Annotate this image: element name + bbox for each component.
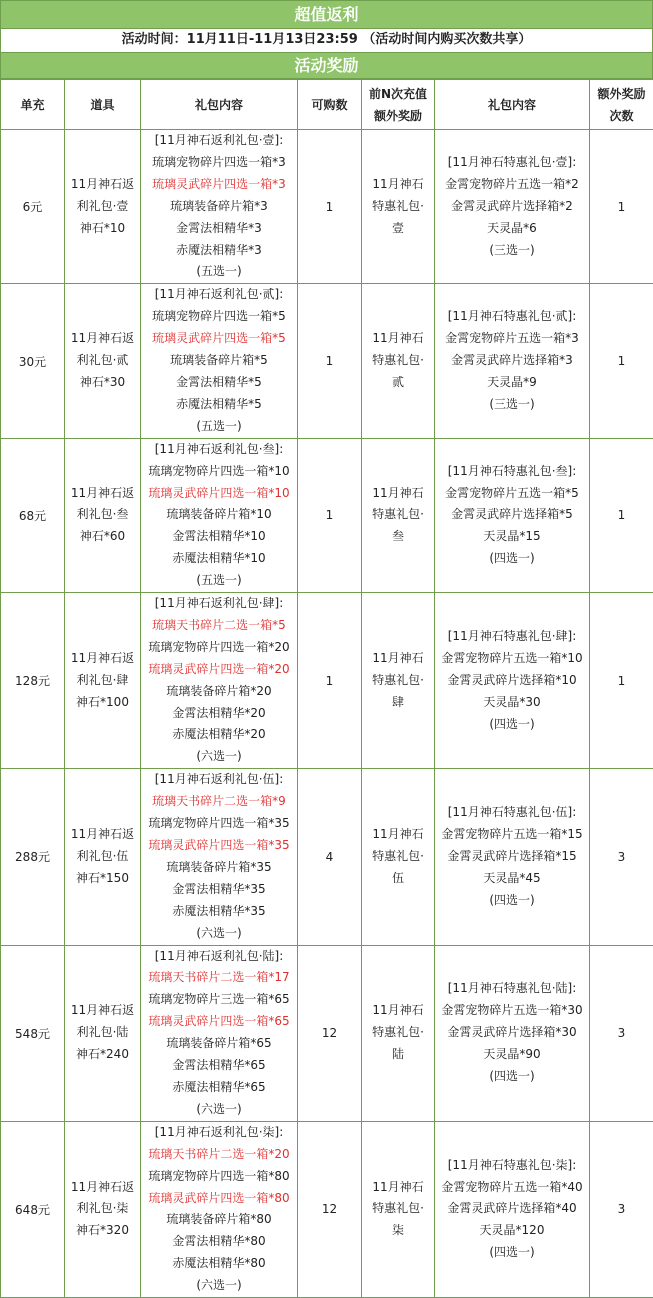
table-header-row [1, 80, 653, 130]
item-line: 神石*240 [76, 1044, 129, 1066]
contents-cell [141, 769, 298, 945]
bonus-line: 11月神石 [372, 648, 423, 670]
contents-line: 金霄法相精华*20 [172, 703, 265, 725]
contents2-line: 金霄灵武碎片选择箱*40 [447, 1198, 576, 1220]
header-buyable: 可购数 [298, 80, 362, 130]
buyable-cell [298, 769, 362, 945]
bonus-line: 11月神石 [372, 328, 423, 350]
bonus-cell [362, 438, 435, 592]
bonus-cell [362, 284, 435, 438]
buyable-cell [298, 593, 362, 769]
contents2-line: (四选一) [489, 1066, 534, 1088]
contents-lines [141, 284, 297, 437]
contents2-line: (三选一) [489, 240, 534, 262]
header-charge: 单充 [1, 80, 65, 130]
item-line: 神石*320 [76, 1220, 129, 1242]
contents2-cell-lines [435, 978, 589, 1088]
item-cell [65, 945, 141, 1121]
extra-count: 1 [618, 508, 626, 522]
contents-line: [11月神石返利礼包·壹]: [155, 130, 284, 152]
extra-count: 1 [618, 200, 626, 214]
item-line: 神石*60 [80, 526, 125, 548]
header-bonus [362, 80, 435, 130]
extra-count: 3 [618, 850, 626, 864]
item-line: 11月神石返 [71, 648, 134, 670]
contents-line: [11月神石返利礼包·贰]: [155, 284, 284, 306]
bonus-cell-lines [362, 648, 434, 714]
contents-line: 琉璃宠物碎片三选一箱*65 [148, 989, 289, 1011]
extra-cell [590, 438, 653, 592]
contents-line: 琉璃装备碎片箱*80 [166, 1209, 271, 1231]
contents-line: (五选一) [196, 416, 241, 438]
extra-cell [590, 945, 653, 1121]
bonus-line: 柒 [392, 1220, 404, 1242]
header-contents2: 礼包内容 [435, 80, 590, 130]
contents2-cell [435, 945, 590, 1121]
header-extra-line1: 额外奖励 [590, 83, 653, 105]
bonus-cell-lines [362, 824, 434, 890]
item-line: 神石*30 [80, 372, 125, 394]
contents2-line: 金霄宠物碎片五选一箱*30 [441, 1000, 582, 1022]
item-cell-lines [65, 1000, 140, 1066]
header-extra-line2: 次数 [590, 105, 653, 127]
table-row [1, 284, 653, 438]
contents-lines [141, 769, 297, 944]
contents2-line: [11月神石特惠礼包·壹]: [448, 152, 577, 174]
item-cell [65, 593, 141, 769]
contents-line: 琉璃装备碎片箱*10 [166, 504, 271, 526]
contents2-line: 天灵晶*15 [483, 526, 540, 548]
contents-line: 赤魇法相精华*65 [172, 1077, 265, 1099]
contents2-line: 天灵晶*45 [483, 868, 540, 890]
contents2-line: [11月神石特惠礼包·贰]: [448, 306, 577, 328]
charge-cell [1, 945, 65, 1121]
contents-cell [141, 1121, 298, 1297]
contents-line: 琉璃装备碎片箱*20 [166, 681, 271, 703]
contents2-line: 天灵晶*120 [480, 1220, 545, 1242]
contents-line: 琉璃装备碎片箱*3 [170, 196, 268, 218]
charge-amount: 6元 [23, 200, 43, 214]
contents-line: 琉璃宠物碎片四选一箱*5 [152, 306, 286, 328]
item-line: 11月神石返 [71, 483, 134, 505]
contents2-line: 金霄宠物碎片五选一箱*2 [445, 174, 579, 196]
contents2-cell-lines [435, 306, 589, 416]
contents-line: 赤魇法相精华*80 [172, 1253, 265, 1275]
item-cell-lines [65, 483, 140, 549]
buyable-count: 1 [326, 674, 334, 688]
contents-lines [141, 439, 297, 592]
buyable-count: 4 [326, 850, 334, 864]
charge-amount: 68元 [19, 509, 46, 523]
contents2-cell-lines [435, 802, 589, 912]
highlight-line: 琉璃灵武碎片四选一箱*20 [148, 659, 289, 681]
contents-line: 赤魇法相精华*10 [172, 548, 265, 570]
contents2-line: 金霄宠物碎片五选一箱*40 [441, 1177, 582, 1199]
contents2-cell-lines [435, 626, 589, 736]
contents-line: 赤魇法相精华*5 [176, 394, 262, 416]
extra-count: 3 [618, 1202, 626, 1216]
contents-line: 金霄法相精华*35 [172, 879, 265, 901]
contents-line: 赤魇法相精华*20 [172, 724, 265, 746]
highlight-line: 琉璃天书碎片二选一箱*17 [148, 967, 289, 989]
bonus-line: 11月神石 [372, 824, 423, 846]
header-extra [590, 80, 653, 130]
contents2-line: (四选一) [489, 714, 534, 736]
section-title: 活动奖励 [0, 52, 653, 79]
extra-cell [590, 284, 653, 438]
item-line: 利礼包·陆 [77, 1022, 129, 1044]
highlight-line: 琉璃灵武碎片四选一箱*80 [148, 1188, 289, 1210]
extra-count: 3 [618, 1026, 626, 1040]
table-row [1, 130, 653, 284]
highlight-line: 琉璃天书碎片二选一箱*20 [148, 1144, 289, 1166]
contents-cell [141, 593, 298, 769]
bonus-line: 11月神石 [372, 1000, 423, 1022]
contents2-line: 金霄灵武碎片选择箱*30 [447, 1022, 576, 1044]
item-cell [65, 1121, 141, 1297]
bonus-line: 壹 [392, 218, 404, 240]
charge-cell [1, 1121, 65, 1297]
bonus-line: 11月神石 [372, 174, 423, 196]
bonus-line: 特惠礼包· [372, 1022, 424, 1044]
buyable-count: 1 [326, 354, 334, 368]
contents-line: 琉璃装备碎片箱*5 [170, 350, 268, 372]
item-line: 神石*150 [76, 868, 129, 890]
extra-cell [590, 593, 653, 769]
table-row [1, 945, 653, 1121]
charge-cell [1, 284, 65, 438]
contents2-cell [435, 769, 590, 945]
contents2-line: 天灵晶*90 [483, 1044, 540, 1066]
table-row [1, 438, 653, 592]
item-line: 利礼包·贰 [77, 350, 129, 372]
bonus-line: 特惠礼包· [372, 504, 424, 526]
bonus-cell-lines [362, 1000, 434, 1066]
charge-amount: 548元 [15, 1027, 50, 1041]
contents-lines [141, 946, 297, 1121]
highlight-line: 琉璃灵武碎片四选一箱*5 [152, 328, 286, 350]
contents2-line: 金霄灵武碎片选择箱*2 [451, 196, 573, 218]
item-line: 神石*10 [80, 218, 125, 240]
contents2-line: 金霄宠物碎片五选一箱*10 [441, 648, 582, 670]
contents-line: [11月神石返利礼包·陆]: [155, 946, 284, 968]
contents-lines [141, 593, 297, 768]
buyable-cell [298, 1121, 362, 1297]
contents-line: (五选一) [196, 570, 241, 592]
contents-cell [141, 130, 298, 284]
bonus-line: 贰 [392, 372, 404, 394]
item-line: 利礼包·壹 [77, 196, 129, 218]
contents-line: 琉璃宠物碎片四选一箱*35 [148, 813, 289, 835]
charge-cell [1, 593, 65, 769]
extra-cell [590, 1121, 653, 1297]
item-line: 11月神石返 [71, 824, 134, 846]
contents2-line: [11月神石特惠礼包·肆]: [448, 626, 577, 648]
table-row [1, 1121, 653, 1297]
contents2-cell [435, 1121, 590, 1297]
highlight-line: 琉璃灵武碎片四选一箱*10 [148, 483, 289, 505]
charge-amount: 288元 [15, 850, 50, 864]
bonus-cell-lines [362, 483, 434, 549]
bonus-cell [362, 593, 435, 769]
contents2-line: [11月神石特惠礼包·柒]: [448, 1155, 577, 1177]
buyable-cell [298, 130, 362, 284]
contents-lines [141, 1122, 297, 1297]
bonus-line: 特惠礼包· [372, 350, 424, 372]
contents-line: 赤魇法相精华*3 [176, 240, 262, 262]
table-row [1, 593, 653, 769]
extra-cell [590, 769, 653, 945]
bonus-line: 特惠礼包· [372, 196, 424, 218]
item-cell-lines [65, 328, 140, 394]
header-contents: 礼包内容 [141, 80, 298, 130]
contents-line: 金霄法相精华*3 [176, 218, 262, 240]
header-bonus-line2: 额外奖励 [362, 105, 434, 127]
contents2-cell-lines [435, 461, 589, 571]
bonus-cell-lines [362, 174, 434, 240]
header-bonus-line1: 前N次充值 [362, 83, 434, 105]
contents2-line: [11月神石特惠礼包·陆]: [448, 978, 577, 1000]
contents2-line: 金霄灵武碎片选择箱*15 [447, 846, 576, 868]
item-cell [65, 438, 141, 592]
bonus-line: 特惠礼包· [372, 670, 424, 692]
charge-amount: 648元 [15, 1203, 50, 1217]
item-line: 11月神石返 [71, 328, 134, 350]
contents2-cell [435, 284, 590, 438]
contents-lines [141, 130, 297, 283]
bonus-line: 特惠礼包· [372, 846, 424, 868]
table-row [1, 769, 653, 945]
bonus-cell [362, 1121, 435, 1297]
contents-cell [141, 945, 298, 1121]
contents2-cell-lines [435, 1155, 589, 1265]
bonus-line: 陆 [392, 1044, 404, 1066]
contents-line: 琉璃宠物碎片四选一箱*80 [148, 1166, 289, 1188]
contents2-line: 金霄宠物碎片五选一箱*5 [445, 483, 579, 505]
item-cell-lines [65, 174, 140, 240]
charge-cell [1, 438, 65, 592]
contents-line: 金霄法相精华*65 [172, 1055, 265, 1077]
highlight-line: 琉璃天书碎片二选一箱*9 [152, 791, 286, 813]
bonus-cell [362, 130, 435, 284]
header-item: 道具 [65, 80, 141, 130]
contents2-line: [11月神石特惠礼包·叁]: [448, 461, 577, 483]
buyable-count: 12 [322, 1202, 337, 1216]
item-line: 11月神石返 [71, 174, 134, 196]
contents-line: 金霄法相精华*80 [172, 1231, 265, 1253]
item-line: 利礼包·柒 [77, 1198, 129, 1220]
contents-line: 琉璃宠物碎片四选一箱*3 [152, 152, 286, 174]
contents-line: 琉璃宠物碎片四选一箱*20 [148, 637, 289, 659]
contents2-cell [435, 130, 590, 284]
contents2-line: 天灵晶*9 [487, 372, 537, 394]
item-line: 利礼包·肆 [77, 670, 129, 692]
contents-line: [11月神石返利礼包·伍]: [155, 769, 284, 791]
buyable-count: 12 [322, 1026, 337, 1040]
contents-line: (六选一) [196, 1099, 241, 1121]
extra-count: 1 [618, 354, 626, 368]
contents-line: 金霄法相精华*10 [172, 526, 265, 548]
contents-line: (六选一) [196, 746, 241, 768]
item-line: 11月神石返 [71, 1000, 134, 1022]
item-cell-lines [65, 824, 140, 890]
contents-line: 赤魇法相精华*35 [172, 901, 265, 923]
event-time: 活动时间：11月11日-11月13日23:59 （活动时间内购买次数共享） [0, 29, 653, 52]
bonus-cell-lines [362, 328, 434, 394]
extra-count: 1 [618, 674, 626, 688]
buyable-cell [298, 438, 362, 592]
charge-cell [1, 130, 65, 284]
reward-table [0, 79, 653, 1298]
charge-amount: 128元 [15, 674, 50, 688]
buyable-count: 1 [326, 200, 334, 214]
contents2-cell [435, 438, 590, 592]
contents2-line: 金霄灵武碎片选择箱*5 [451, 504, 573, 526]
highlight-line: 琉璃灵武碎片四选一箱*35 [148, 835, 289, 857]
contents-line: 金霄法相精华*5 [176, 372, 262, 394]
contents-line: (六选一) [196, 1275, 241, 1297]
bonus-cell [362, 769, 435, 945]
bonus-line: 肆 [392, 692, 404, 714]
item-cell [65, 130, 141, 284]
extra-cell [590, 130, 653, 284]
charge-cell [1, 769, 65, 945]
bonus-line: 特惠礼包· [372, 1198, 424, 1220]
item-cell [65, 284, 141, 438]
bonus-line: 11月神石 [372, 483, 423, 505]
bonus-line: 伍 [392, 868, 404, 890]
item-cell [65, 769, 141, 945]
bonus-line: 叁 [392, 526, 404, 548]
contents2-line: (四选一) [489, 1242, 534, 1264]
highlight-line: 琉璃灵武碎片四选一箱*3 [152, 174, 286, 196]
bonus-line: 11月神石 [372, 1177, 423, 1199]
contents-line: 琉璃装备碎片箱*35 [166, 857, 271, 879]
contents-cell [141, 284, 298, 438]
charge-amount: 30元 [19, 355, 46, 369]
item-cell-lines [65, 1177, 140, 1243]
bonus-cell [362, 945, 435, 1121]
highlight-line: 琉璃灵武碎片四选一箱*65 [148, 1011, 289, 1033]
item-cell-lines [65, 648, 140, 714]
contents2-line: 金霄灵武碎片选择箱*3 [451, 350, 573, 372]
buyable-cell [298, 945, 362, 1121]
contents-line: [11月神石返利礼包·肆]: [155, 593, 284, 615]
contents-line: (五选一) [196, 261, 241, 283]
highlight-line: 琉璃天书碎片二选一箱*5 [152, 615, 286, 637]
contents-cell [141, 438, 298, 592]
contents-line: [11月神石返利礼包·柒]: [155, 1122, 284, 1144]
contents2-cell [435, 593, 590, 769]
buyable-count: 1 [326, 508, 334, 522]
item-line: 利礼包·伍 [77, 846, 129, 868]
contents-line: [11月神石返利礼包·叁]: [155, 439, 284, 461]
contents2-line: (四选一) [489, 890, 534, 912]
item-line: 神石*100 [76, 692, 129, 714]
contents2-line: 金霄宠物碎片五选一箱*15 [441, 824, 582, 846]
contents2-line: 天灵晶*6 [487, 218, 537, 240]
contents-line: 琉璃装备碎片箱*65 [166, 1033, 271, 1055]
item-line: 11月神石返 [71, 1177, 134, 1199]
contents-line: (六选一) [196, 923, 241, 945]
page-title: 超值返利 [0, 0, 653, 29]
contents2-line: [11月神石特惠礼包·伍]: [448, 802, 577, 824]
contents2-line: (四选一) [489, 548, 534, 570]
contents2-line: 金霄灵武碎片选择箱*10 [447, 670, 576, 692]
contents2-line: (三选一) [489, 394, 534, 416]
bonus-cell-lines [362, 1177, 434, 1243]
item-line: 利礼包·叁 [77, 504, 129, 526]
contents2-line: 天灵晶*30 [483, 692, 540, 714]
contents2-line: 金霄宠物碎片五选一箱*3 [445, 328, 579, 350]
contents-line: 琉璃宠物碎片四选一箱*10 [148, 461, 289, 483]
contents2-cell-lines [435, 152, 589, 262]
buyable-cell [298, 284, 362, 438]
